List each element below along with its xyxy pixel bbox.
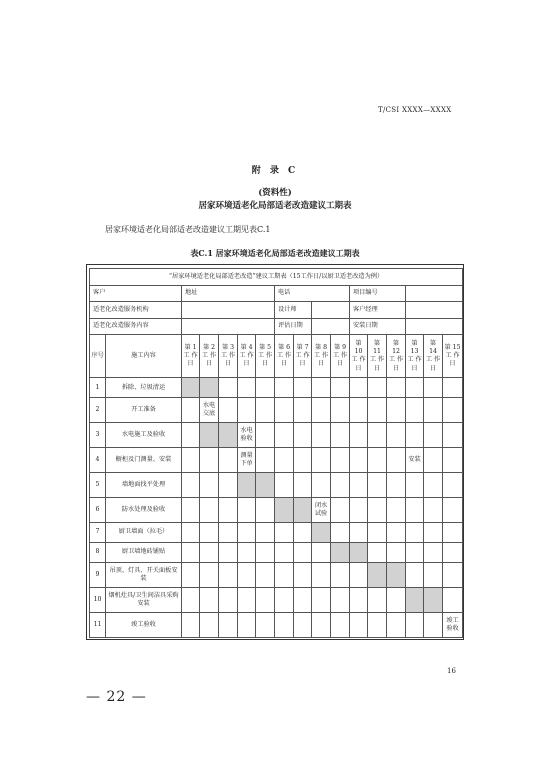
day-cell bbox=[350, 378, 368, 398]
day-cell bbox=[312, 612, 331, 637]
day-header-line: 工 作 bbox=[220, 352, 236, 360]
day-cell bbox=[238, 563, 256, 588]
day-cell bbox=[294, 378, 312, 398]
day-cell bbox=[443, 497, 463, 522]
day-header-6 bbox=[275, 335, 294, 378]
day-header-line: 第 6 bbox=[277, 343, 291, 351]
customer-label: 客户 bbox=[90, 285, 182, 302]
day-cell bbox=[275, 378, 294, 398]
appendix-label: 附 录 C bbox=[251, 166, 299, 176]
day-cell bbox=[387, 398, 406, 423]
agency-label: 适老化改造服务机构 bbox=[90, 302, 182, 319]
gantt-bar-cell bbox=[424, 588, 443, 613]
day-header-line: 日 bbox=[373, 364, 381, 372]
day-cell bbox=[256, 612, 275, 637]
day-header-2 bbox=[200, 335, 219, 378]
day-cell bbox=[331, 473, 350, 498]
day-cell bbox=[424, 473, 443, 498]
row-seq: 4 bbox=[90, 448, 106, 473]
day-cell bbox=[312, 423, 331, 448]
day-header-11 bbox=[368, 335, 387, 378]
day-cell bbox=[256, 563, 275, 588]
day-cell bbox=[294, 448, 312, 473]
day-cell bbox=[219, 398, 238, 423]
day-cell bbox=[387, 542, 406, 562]
day-cell bbox=[424, 398, 443, 423]
day-cell bbox=[238, 398, 256, 423]
day-header-line: 第 5 bbox=[258, 343, 272, 351]
day-cell bbox=[294, 542, 312, 562]
day-cell bbox=[424, 563, 443, 588]
task-header: 施工内容 bbox=[106, 335, 182, 378]
day-cell bbox=[443, 522, 463, 542]
phone-label: 电话 bbox=[275, 285, 350, 302]
day-cell bbox=[331, 497, 350, 522]
designer-label: 设计师 bbox=[275, 302, 312, 319]
day-cell bbox=[312, 588, 331, 613]
day-cell bbox=[200, 542, 219, 562]
day-header-line: 工 作 bbox=[183, 352, 198, 360]
day-cell bbox=[350, 398, 368, 423]
day-cell bbox=[387, 378, 406, 398]
day-cell bbox=[424, 497, 443, 522]
day-cell bbox=[219, 522, 238, 542]
gantt-bar-cell bbox=[312, 522, 331, 542]
day-cell bbox=[275, 398, 294, 423]
day-cell bbox=[238, 522, 256, 542]
gantt-bar-cell bbox=[331, 542, 350, 562]
schedule-row bbox=[90, 542, 463, 562]
day-cell bbox=[350, 588, 368, 613]
day-cell bbox=[294, 588, 312, 613]
day-cell bbox=[406, 398, 424, 423]
day-cell bbox=[331, 563, 350, 588]
day-header-line: 第 4 bbox=[240, 343, 253, 351]
day-cell bbox=[275, 522, 294, 542]
row-seq: 9 bbox=[90, 563, 106, 588]
day-header-line: 第 12 bbox=[392, 339, 400, 355]
day-cell bbox=[182, 398, 200, 423]
eval-date-label: 评估日期 bbox=[275, 318, 312, 335]
milestone-note: 测量下单 bbox=[238, 448, 256, 473]
day-cell bbox=[312, 473, 331, 498]
day-cell bbox=[350, 423, 368, 448]
day-cell bbox=[294, 563, 312, 588]
install-date-label: 安装日期 bbox=[350, 318, 406, 335]
day-cell bbox=[238, 542, 256, 562]
day-cell bbox=[406, 497, 424, 522]
day-cell bbox=[182, 542, 200, 562]
day-cell bbox=[331, 378, 350, 398]
day-cell bbox=[294, 398, 312, 423]
day-header-line: 日 bbox=[392, 364, 400, 372]
row-seq: 5 bbox=[90, 473, 106, 498]
address-label: 地址 bbox=[182, 285, 275, 302]
day-cell bbox=[219, 588, 238, 613]
day-cell bbox=[312, 542, 331, 562]
row-task: 吊顶、灯具、开关面板安装 bbox=[106, 563, 182, 588]
gantt-bar-cell bbox=[182, 378, 200, 398]
day-header-line: 工 作 bbox=[369, 356, 385, 364]
day-cell bbox=[368, 497, 387, 522]
schedule-row bbox=[90, 522, 463, 542]
row-task: 水电施工及验收 bbox=[106, 423, 182, 448]
day-header-line: 工 作 bbox=[332, 352, 348, 360]
day-cell bbox=[238, 497, 256, 522]
schedule-row bbox=[90, 588, 463, 613]
day-cell bbox=[200, 612, 219, 637]
day-header-line: 工 作 bbox=[295, 352, 310, 360]
day-cell bbox=[312, 378, 331, 398]
day-cell bbox=[406, 542, 424, 562]
row-seq: 11 bbox=[90, 612, 106, 637]
day-header-1 bbox=[182, 335, 200, 378]
row-seq: 10 bbox=[90, 588, 106, 613]
row-seq: 2 bbox=[90, 398, 106, 423]
day-cell bbox=[256, 497, 275, 522]
day-cell bbox=[443, 542, 463, 562]
row-task: 墙地面找平处理 bbox=[106, 473, 182, 498]
day-cell bbox=[256, 398, 275, 423]
day-cell bbox=[182, 522, 200, 542]
appendix-nature: (资料性) bbox=[258, 188, 292, 198]
day-header-line: 日 bbox=[355, 364, 362, 372]
day-header-12 bbox=[387, 335, 406, 378]
day-header-9 bbox=[331, 335, 350, 378]
day-cell bbox=[387, 612, 406, 637]
day-cell bbox=[200, 497, 219, 522]
day-cell bbox=[387, 522, 406, 542]
gantt-bar-cell bbox=[368, 563, 387, 588]
milestone-note: 水电交底 bbox=[200, 398, 219, 423]
day-cell bbox=[238, 588, 256, 613]
day-cell bbox=[443, 473, 463, 498]
day-header-line: 日 bbox=[243, 360, 250, 368]
day-cell bbox=[182, 588, 200, 613]
day-cell bbox=[368, 473, 387, 498]
day-cell bbox=[219, 448, 238, 473]
eval-date-value bbox=[312, 318, 350, 335]
day-cell bbox=[368, 588, 387, 613]
day-header-line: 第 9 bbox=[333, 343, 347, 351]
day-header-line: 工 作 bbox=[407, 356, 422, 364]
day-cell bbox=[275, 563, 294, 588]
manager-value bbox=[406, 302, 463, 319]
day-cell bbox=[200, 473, 219, 498]
day-cell bbox=[424, 522, 443, 542]
gantt-bar-cell bbox=[200, 378, 219, 398]
day-cell bbox=[368, 378, 387, 398]
schedule-row bbox=[90, 448, 463, 473]
day-cell bbox=[387, 448, 406, 473]
day-cell bbox=[424, 378, 443, 398]
agency-value bbox=[182, 302, 275, 319]
gantt-bar-cell bbox=[350, 542, 368, 562]
row-task: 拆除、垃圾清运 bbox=[106, 378, 182, 398]
day-header-line: 日 bbox=[449, 360, 456, 368]
day-cell bbox=[294, 473, 312, 498]
day-cell bbox=[182, 448, 200, 473]
row-task: 厨卫墙面（拉毛） bbox=[106, 522, 182, 542]
row-seq: 6 bbox=[90, 497, 106, 522]
project-number-label: 项目编号 bbox=[350, 285, 406, 302]
day-cell bbox=[424, 423, 443, 448]
day-header-line: 日 bbox=[224, 360, 232, 368]
day-cell bbox=[219, 378, 238, 398]
day-cell bbox=[275, 588, 294, 613]
day-header-line: 日 bbox=[299, 360, 306, 368]
day-header-line: 工 作 bbox=[425, 356, 441, 364]
day-header-line: 第 15 bbox=[444, 343, 461, 351]
day-header-line: 日 bbox=[411, 364, 418, 372]
milestone-note: 闭水试验 bbox=[312, 497, 331, 522]
day-cell bbox=[294, 612, 312, 637]
schedule-row bbox=[90, 563, 463, 588]
manager-label: 客户经理 bbox=[350, 302, 406, 319]
gantt-bar-cell bbox=[387, 563, 406, 588]
day-header-line: 日 bbox=[317, 360, 325, 368]
appendix-title: 居家环境适老化局部适老改造建议工期表 bbox=[198, 201, 352, 211]
day-cell bbox=[182, 473, 200, 498]
day-cell bbox=[256, 378, 275, 398]
day-header-3 bbox=[219, 335, 238, 378]
gantt-bar-cell bbox=[256, 473, 275, 498]
row-task: 开工准备 bbox=[106, 398, 182, 423]
day-cell bbox=[406, 563, 424, 588]
designer-value bbox=[312, 302, 350, 319]
day-cell bbox=[368, 612, 387, 637]
day-cell bbox=[275, 423, 294, 448]
day-cell bbox=[350, 612, 368, 637]
day-header-line: 工 作 bbox=[276, 352, 292, 360]
day-cell bbox=[424, 612, 443, 637]
day-cell bbox=[256, 423, 275, 448]
row-task: 厨卫墙地砖铺贴 bbox=[106, 542, 182, 562]
day-header-5 bbox=[256, 335, 275, 378]
day-cell bbox=[200, 563, 219, 588]
row-task: 橱柜及门测量、安装 bbox=[106, 448, 182, 473]
schedule-row bbox=[90, 612, 463, 637]
day-cell bbox=[182, 612, 200, 637]
day-cell bbox=[331, 398, 350, 423]
row-seq: 3 bbox=[90, 423, 106, 448]
day-cell bbox=[238, 378, 256, 398]
row-seq: 1 bbox=[90, 378, 106, 398]
schedule-row bbox=[90, 497, 463, 522]
day-header-line: 日 bbox=[429, 364, 437, 372]
seq-header: 序号 bbox=[90, 335, 106, 378]
day-cell bbox=[368, 522, 387, 542]
schedule-row bbox=[90, 473, 463, 498]
day-cell bbox=[200, 448, 219, 473]
day-header-line: 第 14 bbox=[429, 339, 437, 355]
day-cell bbox=[350, 563, 368, 588]
day-cell bbox=[182, 497, 200, 522]
gantt-bar-cell bbox=[238, 473, 256, 498]
day-header-line: 第 1 bbox=[184, 343, 197, 351]
page-number: 16 bbox=[447, 667, 456, 675]
day-cell bbox=[443, 398, 463, 423]
day-header-line: 日 bbox=[336, 360, 344, 368]
footer-page-number: — 22 — bbox=[86, 689, 147, 705]
day-cell bbox=[387, 473, 406, 498]
day-cell bbox=[424, 448, 443, 473]
day-cell bbox=[387, 588, 406, 613]
table-caption: 表C.1 居家环境适老化局部适老改造建议工期表 bbox=[190, 248, 360, 258]
day-cell bbox=[406, 522, 424, 542]
intro-text: 居家环境适老化局部适老改造建议工期见表C.1 bbox=[105, 225, 271, 234]
day-cell bbox=[312, 448, 331, 473]
day-cell bbox=[219, 612, 238, 637]
row-task: 竣工验收 bbox=[106, 612, 182, 637]
gantt-bar-cell bbox=[406, 588, 424, 613]
day-header-10 bbox=[350, 335, 368, 378]
day-cell bbox=[238, 612, 256, 637]
day-cell bbox=[387, 423, 406, 448]
day-cell bbox=[443, 448, 463, 473]
day-header-line: 工 作 bbox=[351, 356, 366, 364]
day-cell bbox=[275, 542, 294, 562]
day-header-line: 工 作 bbox=[445, 352, 460, 360]
day-header-8 bbox=[312, 335, 331, 378]
row-seq: 8 bbox=[90, 542, 106, 562]
day-cell bbox=[200, 522, 219, 542]
day-cell bbox=[350, 522, 368, 542]
day-cell bbox=[256, 448, 275, 473]
day-header-line: 工 作 bbox=[257, 352, 273, 360]
day-header-line: 第 7 bbox=[296, 343, 309, 351]
schedule-table bbox=[89, 268, 463, 638]
day-cell bbox=[275, 612, 294, 637]
schedule-row bbox=[90, 423, 463, 448]
day-header-line: 第 2 bbox=[202, 343, 216, 351]
day-cell bbox=[443, 423, 463, 448]
day-cell bbox=[443, 563, 463, 588]
project-number-value bbox=[406, 285, 463, 302]
day-cell bbox=[406, 378, 424, 398]
day-header-13 bbox=[406, 335, 424, 378]
milestone-note: 竣工验收 bbox=[443, 612, 463, 637]
gantt-bar-cell bbox=[275, 497, 294, 522]
day-cell bbox=[368, 542, 387, 562]
milestone-note: 水电验收 bbox=[238, 423, 256, 448]
day-cell bbox=[331, 612, 350, 637]
service-content-label: 适老化改造服务内容 bbox=[90, 318, 182, 335]
gantt-bar-cell bbox=[200, 423, 219, 448]
table-top-title: “居家环境适老化局部适老改造”建议工期表（15工作日/以厨卫适老改造为例） bbox=[90, 269, 463, 286]
gantt-bar-cell bbox=[219, 423, 238, 448]
day-header-line: 日 bbox=[280, 360, 288, 368]
day-cell bbox=[256, 522, 275, 542]
row-task: 烟机灶具/卫生间洁具采购安装 bbox=[106, 588, 182, 613]
day-cell bbox=[350, 473, 368, 498]
day-cell bbox=[294, 423, 312, 448]
day-header-4 bbox=[238, 335, 256, 378]
milestone-note: 安装 bbox=[406, 448, 424, 473]
day-cell bbox=[350, 448, 368, 473]
day-cell bbox=[331, 522, 350, 542]
day-cell bbox=[350, 497, 368, 522]
day-cell bbox=[368, 448, 387, 473]
day-cell bbox=[256, 588, 275, 613]
install-date-value bbox=[406, 318, 463, 335]
day-cell bbox=[182, 423, 200, 448]
day-cell bbox=[294, 522, 312, 542]
day-cell bbox=[443, 588, 463, 613]
service-content-value bbox=[182, 318, 275, 335]
day-cell bbox=[331, 588, 350, 613]
day-cell bbox=[312, 563, 331, 588]
document-code: T/CSI XXXX—XXXX bbox=[378, 106, 452, 114]
day-header-line: 第 13 bbox=[410, 339, 419, 355]
row-task: 防水处理及验收 bbox=[106, 497, 182, 522]
day-cell bbox=[406, 473, 424, 498]
gantt-bar-cell bbox=[294, 497, 312, 522]
day-cell bbox=[331, 423, 350, 448]
schedule-row bbox=[90, 378, 463, 398]
day-header-14 bbox=[424, 335, 443, 378]
day-header-line: 第 8 bbox=[314, 343, 328, 351]
day-header-line: 日 bbox=[261, 360, 269, 368]
day-cell bbox=[182, 563, 200, 588]
day-cell bbox=[219, 542, 238, 562]
day-header-line: 工 作 bbox=[388, 356, 404, 364]
day-header-line: 工 作 bbox=[313, 352, 329, 360]
day-cell bbox=[368, 398, 387, 423]
day-cell bbox=[219, 473, 238, 498]
schedule-row bbox=[90, 398, 463, 423]
day-header-line: 第 3 bbox=[221, 343, 235, 351]
day-header-line: 日 bbox=[187, 360, 194, 368]
day-header-line: 工 作 bbox=[201, 352, 217, 360]
day-cell bbox=[406, 612, 424, 637]
day-cell bbox=[275, 473, 294, 498]
day-cell bbox=[387, 497, 406, 522]
day-cell bbox=[424, 542, 443, 562]
day-cell bbox=[200, 588, 219, 613]
row-seq: 7 bbox=[90, 522, 106, 542]
day-cell bbox=[275, 448, 294, 473]
day-cell bbox=[256, 542, 275, 562]
day-header-line: 第 11 bbox=[373, 339, 381, 355]
day-cell bbox=[443, 378, 463, 398]
day-cell bbox=[312, 398, 331, 423]
day-header-line: 第 10 bbox=[354, 339, 363, 355]
day-header-line: 日 bbox=[205, 360, 213, 368]
day-cell bbox=[406, 423, 424, 448]
day-cell bbox=[331, 448, 350, 473]
day-cell bbox=[219, 497, 238, 522]
day-cell bbox=[368, 423, 387, 448]
day-header-line: 工 作 bbox=[239, 352, 254, 360]
day-cell bbox=[219, 563, 238, 588]
day-header-7 bbox=[294, 335, 312, 378]
day-header-15 bbox=[443, 335, 463, 378]
